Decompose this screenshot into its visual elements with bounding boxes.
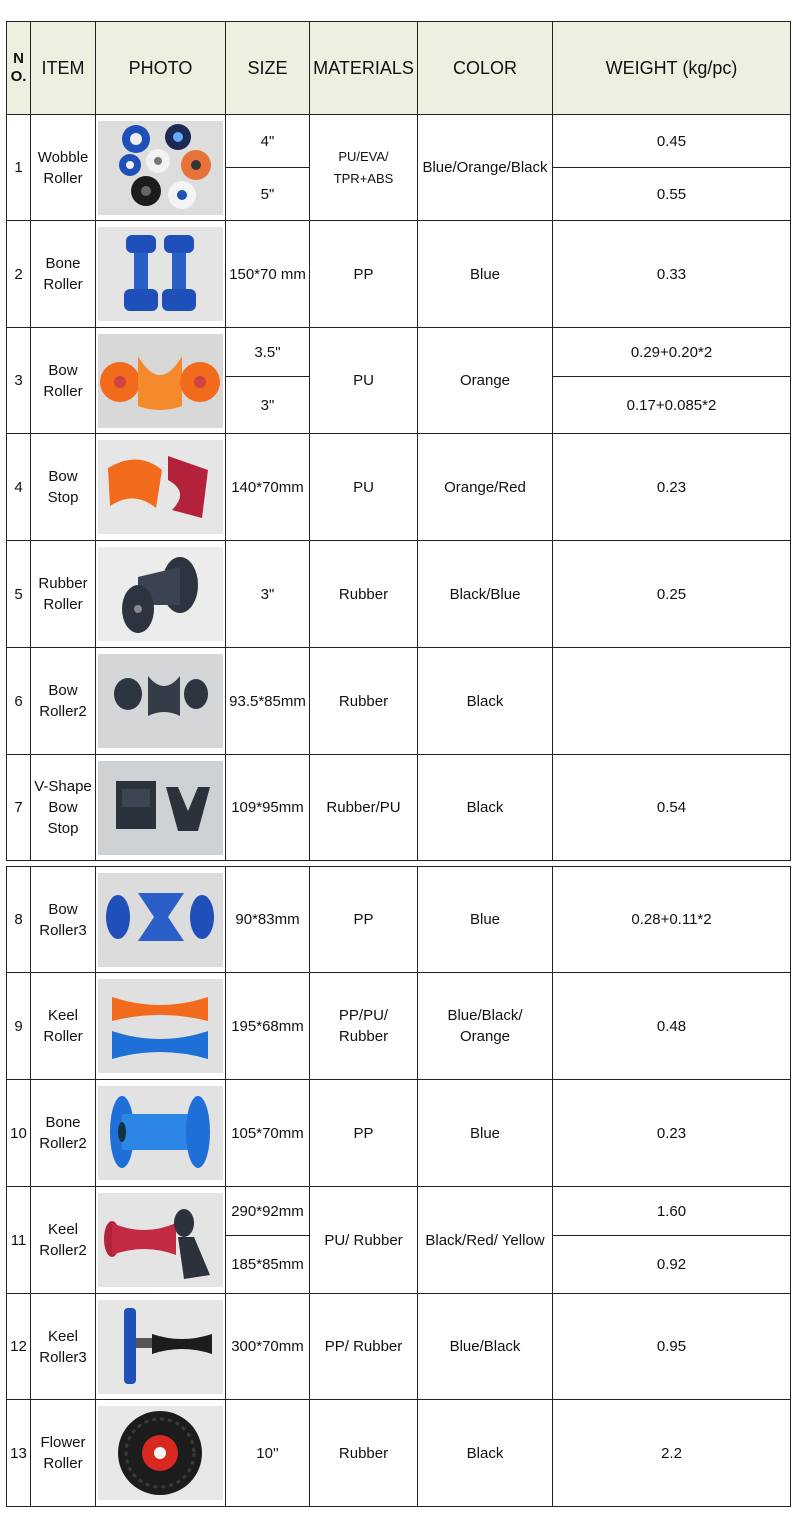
keel-roller3-photo (98, 1300, 223, 1394)
weight-cell: 0.95 (553, 1294, 791, 1400)
weight-cell: 1.60 (553, 1187, 791, 1236)
weight-cell: 0.55 (553, 168, 791, 221)
keel-roller3-image (98, 1300, 223, 1394)
bone-roller2-photo (98, 1086, 223, 1180)
weight-cell: 0.17+0.085*2 (553, 377, 791, 434)
v-shape-bow-stop-image (98, 761, 223, 855)
item-name: Rubber Roller (31, 541, 96, 648)
keel-roller-image (98, 979, 223, 1073)
item-name: Bow Roller2 (31, 648, 96, 755)
product-table-part-1 (6, 21, 791, 861)
size-cell: 290*92mm (226, 1187, 310, 1236)
size-cell: 3" (226, 541, 310, 648)
product-table-part-2 (6, 866, 791, 1507)
table-row (7, 221, 791, 328)
weight-cell: 2.2 (553, 1400, 791, 1507)
table-row (7, 1294, 791, 1400)
weight-cell: 0.25 (553, 541, 791, 648)
weight-cell: 0.33 (553, 221, 791, 328)
bow-roller-photo (98, 334, 223, 428)
materials-cell: PU/ Rubber (310, 1187, 418, 1294)
size-cell: 3" (226, 377, 310, 434)
row-number: 6 (7, 648, 31, 755)
size-cell: 90*83mm (226, 867, 310, 973)
weight-cell: 0.23 (553, 434, 791, 541)
wobble-roller-photo (98, 121, 223, 215)
color-cell: Blue (418, 1080, 553, 1187)
materials-cell: PP (310, 1080, 418, 1187)
table-row (7, 434, 791, 541)
header-item: ITEM (31, 22, 96, 115)
header-weight: WEIGHT (kg/pc) (553, 22, 791, 115)
item-name: Keel Roller3 (31, 1294, 96, 1400)
item-name: Bow Roller (31, 328, 96, 434)
color-cell: Blue (418, 867, 553, 973)
color-cell: Blue/Black/ Orange (418, 973, 553, 1080)
header-photo: PHOTO (96, 22, 226, 115)
color-cell: Black (418, 648, 553, 755)
table-row (7, 1080, 791, 1187)
bow-roller-image (98, 334, 223, 428)
bone-roller-image (98, 227, 223, 321)
photo-cell (96, 541, 226, 648)
row-number: 3 (7, 328, 31, 434)
bone-roller2-image (98, 1086, 223, 1180)
table-row (7, 648, 791, 755)
size-cell: 3.5" (226, 328, 310, 377)
item-name: V-Shape Bow Stop (31, 755, 96, 861)
table-row (7, 973, 791, 1080)
photo-cell (96, 973, 226, 1080)
item-name: Bone Roller (31, 221, 96, 328)
row-number: 5 (7, 541, 31, 648)
table-row (7, 328, 791, 377)
item-name: Keel Roller2 (31, 1187, 96, 1294)
bow-stop-photo (98, 440, 223, 534)
materials-cell: Rubber (310, 648, 418, 755)
table-row (7, 1187, 791, 1236)
photo-cell (96, 648, 226, 755)
row-number: 9 (7, 973, 31, 1080)
row-number: 7 (7, 755, 31, 861)
color-cell: Orange (418, 328, 553, 434)
weight-cell: 0.29+0.20*2 (553, 328, 791, 377)
keel-roller2-image (98, 1193, 223, 1287)
photo-cell (96, 867, 226, 973)
materials-cell: Rubber (310, 541, 418, 648)
size-cell: 5" (226, 168, 310, 221)
materials-cell: Rubber (310, 1400, 418, 1507)
item-name: Keel Roller (31, 973, 96, 1080)
photo-cell (96, 1294, 226, 1400)
keel-roller2-photo (98, 1193, 223, 1287)
size-cell: 93.5*85mm (226, 648, 310, 755)
materials-cell: PU/EVA/ TPR+ABS (310, 115, 418, 221)
rubber-roller-image (98, 547, 223, 641)
item-name: Bow Roller3 (31, 867, 96, 973)
materials-cell: PP/PU/ Rubber (310, 973, 418, 1080)
table-row (7, 541, 791, 648)
photo-cell (96, 434, 226, 541)
header-size: SIZE (226, 22, 310, 115)
v-shape-bow-stop-photo (98, 761, 223, 855)
bow-roller3-image (98, 873, 223, 967)
photo-cell (96, 1187, 226, 1294)
keel-roller-photo (98, 979, 223, 1073)
size-cell: 150*70 mm (226, 221, 310, 328)
row-number: 1 (7, 115, 31, 221)
materials-cell: PP (310, 867, 418, 973)
header-materials: MATERIALS (310, 22, 418, 115)
materials-cell: PU (310, 328, 418, 434)
materials-cell: Rubber/PU (310, 755, 418, 861)
header-no: N O. (7, 22, 31, 115)
color-cell: Blue/Black (418, 1294, 553, 1400)
header-color: COLOR (418, 22, 553, 115)
photo-cell (96, 115, 226, 221)
row-number: 11 (7, 1187, 31, 1294)
color-cell: Black/Red/ Yellow (418, 1187, 553, 1294)
color-cell: Black (418, 755, 553, 861)
item-name: Bone Roller2 (31, 1080, 96, 1187)
row-number: 8 (7, 867, 31, 973)
color-cell: Blue/Orange/Black (418, 115, 553, 221)
item-name: Wobble Roller (31, 115, 96, 221)
table-row (7, 115, 791, 168)
size-cell: 4" (226, 115, 310, 168)
size-cell: 195*68mm (226, 973, 310, 1080)
color-cell: Black/Blue (418, 541, 553, 648)
weight-cell: 0.48 (553, 973, 791, 1080)
weight-cell: 0.54 (553, 755, 791, 861)
header-row (7, 22, 791, 115)
row-number: 12 (7, 1294, 31, 1400)
row-number: 2 (7, 221, 31, 328)
bow-roller2-image (98, 654, 223, 748)
table-row (7, 755, 791, 861)
color-cell: Black (418, 1400, 553, 1507)
weight-cell: 0.92 (553, 1236, 791, 1294)
rubber-roller-photo (98, 547, 223, 641)
size-cell: 300*70mm (226, 1294, 310, 1400)
photo-cell (96, 221, 226, 328)
flower-roller-image (98, 1406, 223, 1500)
item-name: Bow Stop (31, 434, 96, 541)
color-cell: Blue (418, 221, 553, 328)
bone-roller-photo (98, 227, 223, 321)
flower-roller-photo (98, 1406, 223, 1500)
size-cell: 109*95mm (226, 755, 310, 861)
size-cell: 140*70mm (226, 434, 310, 541)
row-number: 10 (7, 1080, 31, 1187)
bow-roller2-photo (98, 654, 223, 748)
weight-cell: 0.45 (553, 115, 791, 168)
row-number: 4 (7, 434, 31, 541)
color-cell: Orange/Red (418, 434, 553, 541)
photo-cell (96, 328, 226, 434)
photo-cell (96, 1400, 226, 1507)
photo-cell (96, 755, 226, 861)
weight-cell: 0.28+0.11*2 (553, 867, 791, 973)
wobble-roller-image (98, 121, 223, 215)
weight-cell (553, 648, 791, 755)
size-cell: 10'' (226, 1400, 310, 1507)
table-row (7, 867, 791, 973)
materials-cell: PP (310, 221, 418, 328)
size-cell: 185*85mm (226, 1236, 310, 1294)
materials-cell: PP/ Rubber (310, 1294, 418, 1400)
row-number: 13 (7, 1400, 31, 1507)
item-name: Flower Roller (31, 1400, 96, 1507)
size-cell: 105*70mm (226, 1080, 310, 1187)
weight-cell: 0.23 (553, 1080, 791, 1187)
materials-cell: PU (310, 434, 418, 541)
bow-roller3-photo (98, 873, 223, 967)
table-row (7, 1400, 791, 1507)
bow-stop-image (98, 440, 223, 534)
photo-cell (96, 1080, 226, 1187)
